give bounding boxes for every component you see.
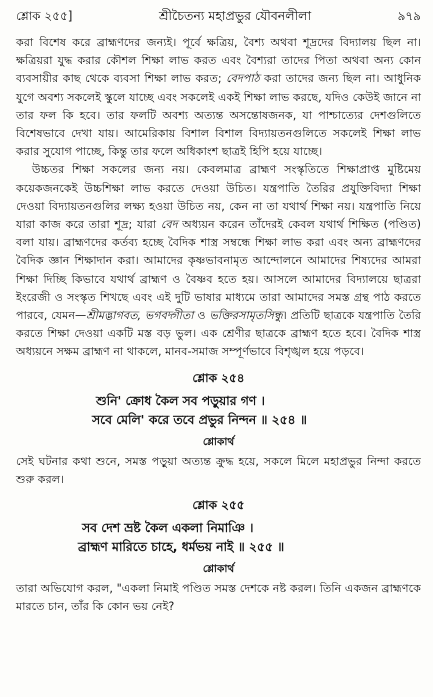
purport-italic-text: ভক্তিরসামৃতসিন্ধু (209, 309, 283, 323)
purport-text: করা তাদের জন্য ছিল না। আধুনিক যুগে অবশ্য সকলেই স্কুলে যাচ্ছে এবং সকলেই একই শিক্ষা লাভ করছে, যদিও কেউই জানে না তার ফল কি হবে। তার ফলটি অবশ্য অত্যন্ত অসন্তোষজনক, যা পাশ্চাত্যের দেশগুলিতে বিশেষভাবে দেখা যায়। আমেরিকায় বিশাল বিশাল বিদ্যায়তনগুলিতে সকলেই শিক্ষা লাভ করার সুযোগ পাচ্ছে, কিন্তু তার ফলে অধিকাংশ ছাত্রই হিপি হয়ে যাচ্ছে। (16, 72, 422, 159)
verse-254-translation: সেই ঘটনার কথা শুনে, সমস্ত পড়ুয়া অত্যন্ত ক্রুদ্ধ হয়ে, সকলে মিলে মহাপ্রভুর নিন্দা করতে শুরু করল। (16, 454, 421, 486)
verse-254-line-1: শুনি' ক্রোধ কৈল সব পড়ুয়ার গণ । (96, 393, 265, 408)
purport-text: । প্রতিটি ছাত্রকে যন্ত্রপাতি তৈরি করতে শিক্ষা দেওয়া একটি মস্ত বড় ভুল। এক শ্রেণীর ছাত্রকে ব্রাহ্মণ হতে হবে। বৈদিক শাস্ত্র অধ্যয়নে সক্ষম ব্রাহ্মণ না থাকলে, মানব-সমাজ সম্পূর্ণভাবে বিশৃঙ্খল হয়ে পড়বে। (16, 309, 421, 359)
verse-255-line-1: সব দেশ ভ্রষ্ট কৈল একলা নিমাঞি । (82, 521, 254, 536)
purport-text: করা বিশেষ করে ব্রাহ্মণদের জন্যই। পূর্বে ক্ষত্রিয়, বৈশ্য অথবা শূদ্রদের বিদ্যালয় ছিল না। ক্ষত্রিয়রা যুদ্ধ করার কৌশল শিক্ষা লাভ করত এবং বৈশ্যরা তাদের পিতা অথবা অন্য কোন ব্যবসায়ীর কাছ থেকে ব্যবসা শিক্ষা লাভ করত; (16, 36, 421, 86)
page-number: ৯৭৯ (397, 9, 421, 23)
purport-text: অধ্যয়ন করেন তাঁদেরই কেবল যথার্থ শিক্ষিত (পণ্ডিত) বলা যায়। ব্রাহ্মণদের কর্তব্য হচ্ছে বৈদিক শাস্ত্র সম্বন্ধে শিক্ষা লাভ করা এবং অন্য ব্রাহ্মণদের বৈদিক জ্ঞান শিক্ষাদান করা। আমাদের কৃষ্ণভাবনামৃত আন্দোলনে আমাদের শিষ্যদের আমরা শিক্ষা দিচ্ছি কিভাবে যথার্থ ব্রাহ্মণ ও বৈষ্ণব হতে হয়। আসলে আমাদের বিদ্যালয়ে ছাত্ররা ইংরেজী ও সংস্কৃত শিখছে এবং এই দুটি ভাষার মাধ্যমে তারা আমাদের সমস্ত গ্রন্থ পাঠ করতে পারবে, যেমন— (16, 218, 421, 323)
purport-paragraph-2 (16, 161, 421, 361)
purport-text: উচ্চতর শিক্ষা সকলের জন্য নয়। কেবলমাত্র ব্রাহ্মণ সংস্কৃতিতে শিক্ষাপ্রাপ্ত মুষ্টিমেয় কয়েকজনকেই উচ্চশিক্ষা লাভ করতে দেওয়া উচিত। যন্ত্রপাতি তৈরির প্রযুক্তিবিদ্যা শিক্ষা দেওয়া বিদ্যায়তনগুলির লক্ষ্য হওয়া উচিত নয়, কেন না তা যথার্থ শিক্ষা নয়। যন্ত্রপাতি নিয়ে যারা কাজ করে তারা শূদ্র; যারা (16, 163, 421, 232)
verse-255-line-2: ব্রাহ্মণ মারিতে চাহে, ধর্মভয় নাই ॥ ২৫৫ ॥ (78, 540, 285, 555)
verse-255-translation: তারা অভিযোগ করল, "একলা নিমাই পণ্ডিত সমস্ত দেশকে নষ্ট করল। তিনি একজন ব্রাহ্মণকে মারতে চান, তাঁর কি কোন ভয় নেই? (16, 582, 421, 614)
purport-italic-text: বেদ (160, 218, 178, 232)
verse-255-translation-heading: শ্লোকার্থ (202, 563, 235, 576)
page-header (16, 8, 421, 26)
purport-italic-text: শ্রীমদ্ভাগবত, ভগবদ্গীতা (86, 309, 194, 323)
verse-254-translation-heading: শ্লোকার্থ (202, 435, 235, 448)
purport-italic-text: বেদপাঠ (226, 72, 260, 86)
verse-254-title: শ্লোক ২৫৪ (192, 370, 245, 385)
purport-paragraph-1 (16, 34, 421, 161)
verse-254-line-2: সবে মেলি' করে তবে প্রভুর নিন্দন ॥ ২৫৪ ॥ (92, 412, 307, 427)
header-title: শ্রীচৈতন্য মহাপ্রভুর যৌবনলীলা (158, 8, 312, 23)
header-verse-ref: শ্লোক ২৫৫] (16, 9, 73, 23)
verse-255-title: শ্লোক ২৫৫ (192, 498, 245, 513)
purport-text: ও (193, 309, 210, 323)
